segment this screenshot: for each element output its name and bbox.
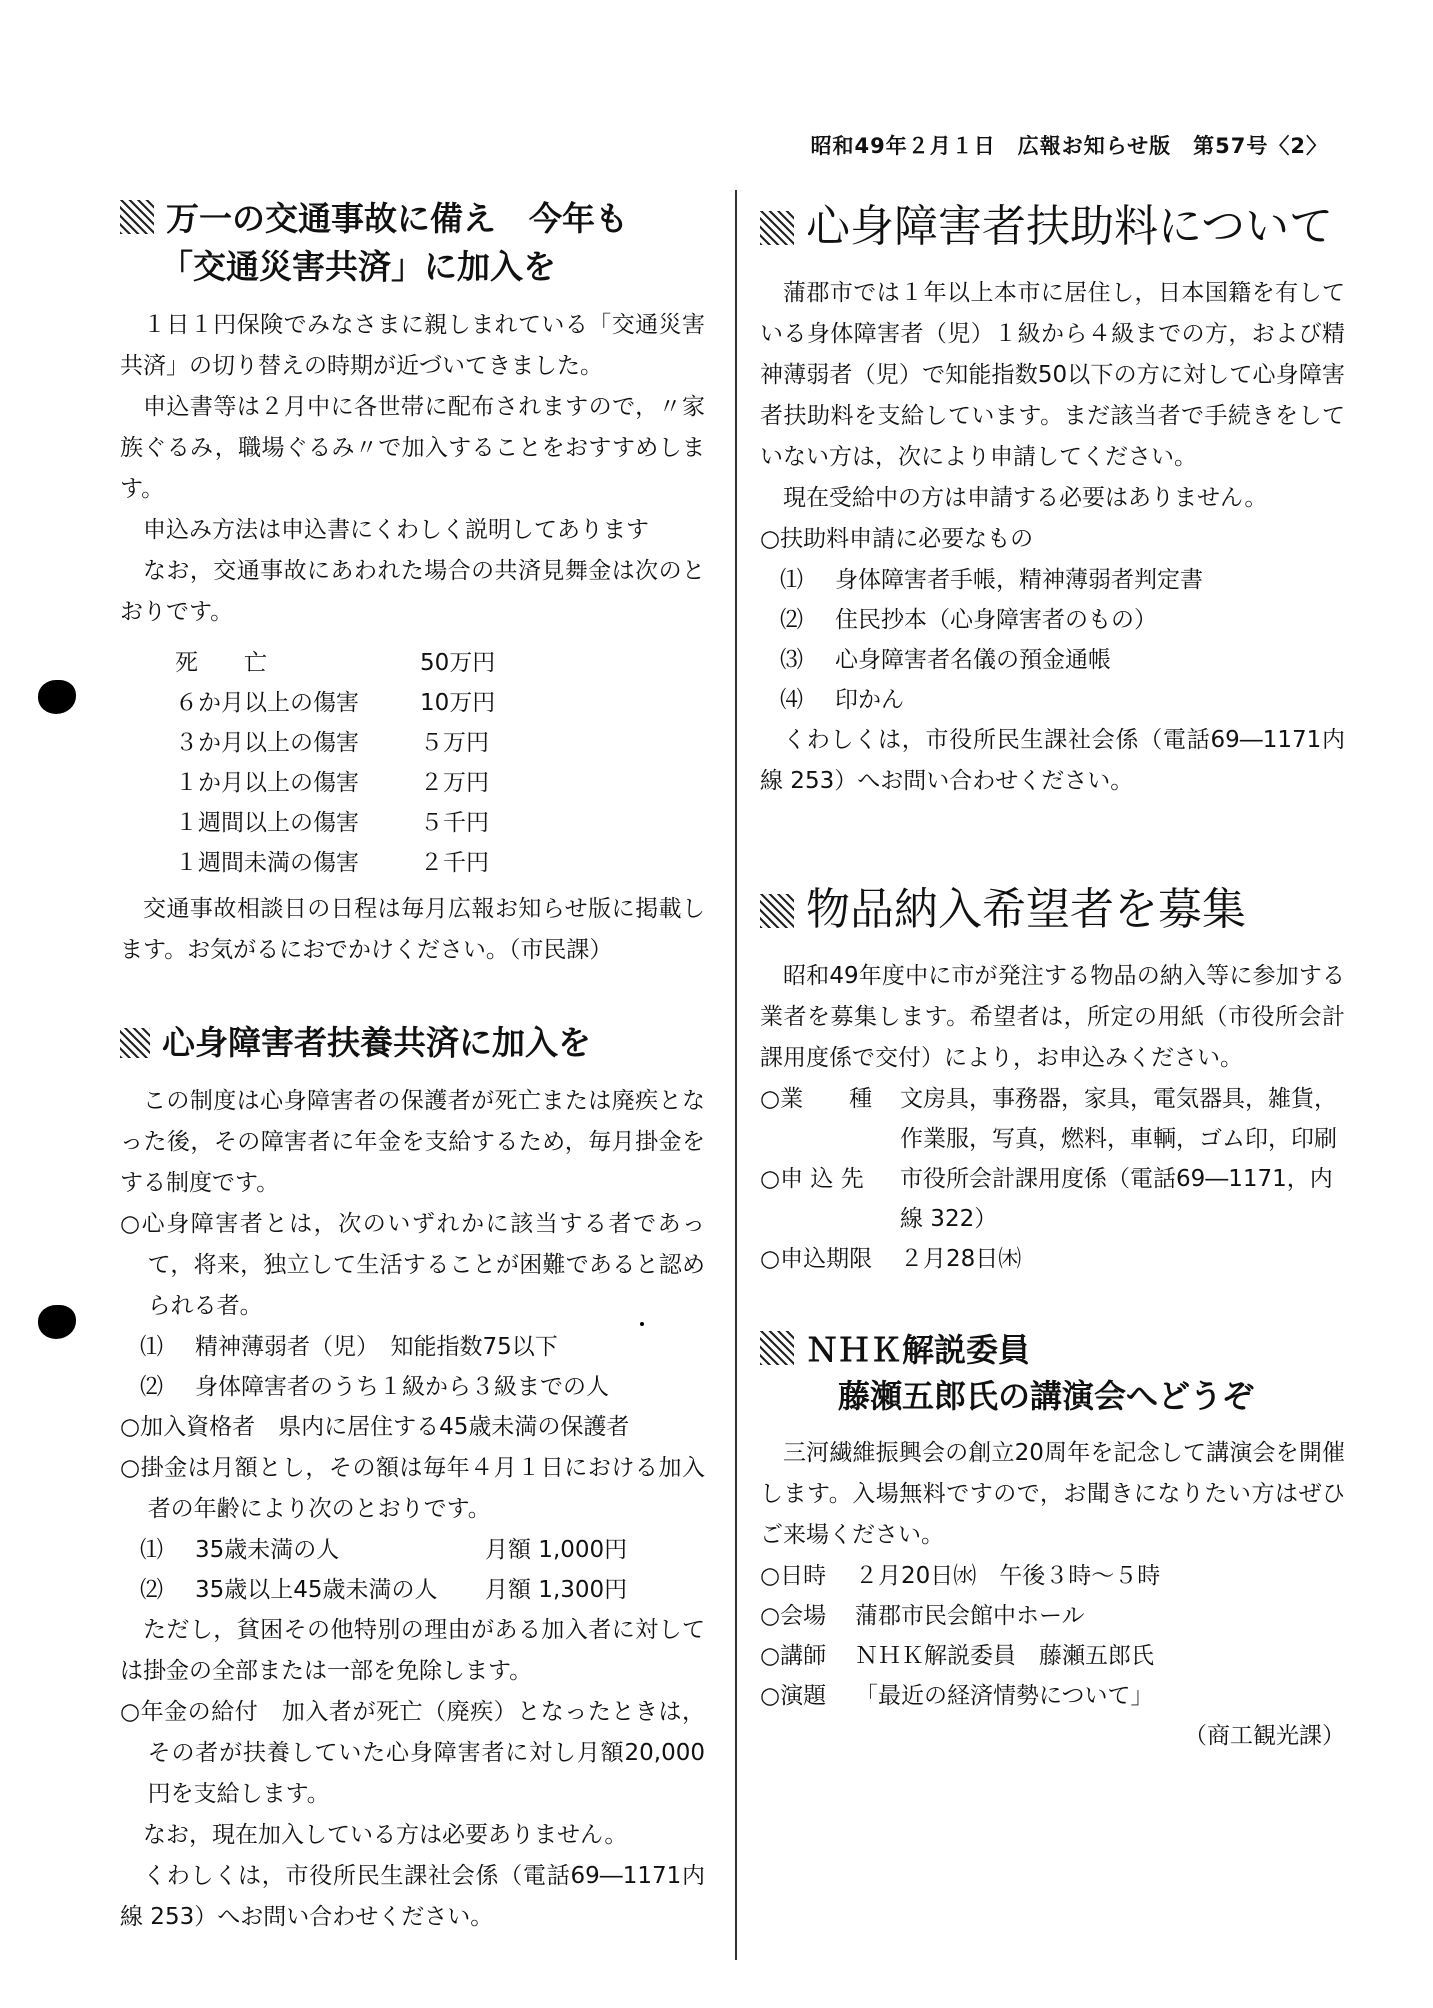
hatch-mark-icon	[120, 1028, 150, 1058]
info-field: ○日時 ２月20日㈬ 午後３時～５時	[760, 1563, 1161, 1590]
info-field: ○申込期限 ２月28日㈭	[760, 1245, 1022, 1272]
paragraph: ただし，貧困その他特別の理由がある加入者に対しては掛金の全部または一部を免除します。	[120, 1616, 705, 1684]
page-header: 昭和49年２月１日 広報お知らせ版 第57号〈2〉	[810, 134, 1328, 158]
hatch-mark-icon	[760, 1331, 794, 1365]
info-field: ○申 込 先 市役所会計課用度係（電話69―1171，内線 322）	[760, 1165, 1333, 1232]
info-field: ○講師 ＮＨＫ解説委員 藤瀬五郎氏	[760, 1643, 1154, 1670]
supplier-recruitment-article	[760, 878, 1345, 1279]
paragraph: なお，交通事故にあわれた場合の共済見舞金は次のとおりです。	[120, 557, 705, 625]
paragraph: 申込書等は２月中に各世帯に配布されますので，〃家族ぐるみ，職場ぐるみ〃で加入することをおすすめします。	[120, 393, 705, 502]
left-column	[120, 195, 705, 1938]
article-title: 心身障害者扶養共済に加入を	[120, 1019, 705, 1067]
article-title: 心身障害者扶助料について	[760, 195, 1345, 259]
paragraph: この制度は心身障害者の保護者が死亡または廃疾となった後，その障害者に年金を支給するため，毎月掛金をする制度です。	[120, 1087, 705, 1196]
paragraph: 申込み方法は申込書にくわしく説明してあります	[143, 516, 649, 543]
paragraph: ○加入資格者 県内に居住する45歳未満の保護者	[120, 1413, 630, 1440]
list-item: ⑶ 心身障害者名儀の預金通帳	[780, 646, 1111, 673]
table-row: １か月以上の傷害 ２万円	[175, 769, 489, 796]
info-field: ○業 種 文房具，事務器，家具，電気器具，雑貨，作業服，写真，燃料，車輌，ゴム印，印刷	[760, 1085, 1337, 1152]
fee-row: ⑴ 35歳未満の人 月額 1,000円	[140, 1536, 628, 1563]
paragraph: ○年金の給付 加入者が死亡（廃疾）となったときは，その者が扶養していた心身障害者に対し月額20,000円を支給します。	[120, 1698, 705, 1807]
table-row: 死 亡 50万円	[175, 649, 496, 676]
paragraph: なお，現在加入している方は必要ありません。	[143, 1821, 628, 1848]
hatch-mark-icon	[760, 894, 794, 928]
list-item: ⑵ 身体障害者のうち１級から３級までの人	[140, 1373, 609, 1400]
paragraph: 蒲郡市では１年以上本市に居住し，日本国籍を有している身体障害者（児）１級から４級までの方，および精神薄弱者（児）で知能指数50以下の方に対して心身障害者扶助料を支給しています。まだ該当者で手続きをしていない方は，次により申請してください。	[760, 279, 1345, 470]
paragraph: １日１円保険でみなさまに親しまれている「交通災害共済」の切り替えの時期が近づいてきました。	[120, 311, 705, 379]
lecture-article	[760, 1327, 1345, 1757]
article-title: 「交通災害共済」に加入を	[160, 246, 556, 286]
article-title: 万一の交通事故に備え 今年も	[120, 195, 705, 243]
ink-blot	[38, 1305, 76, 1339]
table-row: １週間以上の傷害 ５千円	[175, 809, 489, 836]
list-item: ⑴ 身体障害者手帳，精神薄弱者判定書	[780, 566, 1203, 593]
paragraph: 現在受給中の方は申請する必要はありません。	[783, 484, 1268, 511]
paragraph: ○心身障害者とは，次のいずれかに該当する者であって，将来，独立して生活することが困難であると認められる者。	[120, 1210, 705, 1319]
info-field: ○演題 「最近の経済情勢について」	[760, 1683, 1154, 1710]
article-title: ＮＨＫ解説委員	[760, 1327, 1345, 1373]
paragraph: くわしくは，市役所民生課社会係（電話69―1171内線 253）へお問い合わせください。	[120, 1862, 705, 1930]
paragraph: 昭和49年度中に市が発注する物品の納入等に参加する業者を募集します。希望者は，所定の用紙（市役所会計課用度係で交付）により，お申込みください。	[760, 962, 1345, 1071]
paragraph: ○掛金は月額とし，その額は毎年４月１日における加入者の年齢により次のとおりです。	[120, 1454, 705, 1522]
list-item: ⑴ 精神薄弱者（児） 知能指数75以下	[140, 1333, 558, 1360]
table-row: ３か月以上の傷害 ５万円	[175, 729, 489, 756]
list-item: ⑷ 印かん	[780, 686, 904, 713]
article-title: 物品納入希望者を募集	[760, 878, 1345, 942]
paragraph: 交通事故相談日の日程は毎月広報お知らせ版に掲載します。お気がるにおでかけください。（市民課）	[120, 895, 705, 963]
table-row: １週間未満の傷害 ２千円	[175, 849, 489, 876]
benefit-table	[120, 643, 705, 883]
department-note: （商工観光課）	[1184, 1723, 1345, 1750]
traffic-insurance-article	[120, 195, 705, 971]
paragraph: くわしくは，市役所民生課社会係（電話69―1171内線 253）へお問い合わせください。	[760, 726, 1345, 794]
right-column	[760, 195, 1345, 1756]
article-title: 藤瀬五郎氏の講演会へどうぞ	[838, 1376, 1255, 1415]
fee-row: ⑵ 35歳以上45歳未満の人 月額 1,300円	[140, 1576, 628, 1603]
disability-allowance-article	[760, 195, 1345, 802]
column-divider	[735, 190, 737, 1960]
table-row: ６か月以上の傷害 10万円	[175, 689, 496, 716]
paragraph: ○扶助料申請に必要なもの	[760, 525, 1034, 552]
disability-mutual-aid-article	[120, 1019, 705, 1938]
hatch-mark-icon	[120, 200, 154, 234]
ink-blot	[38, 680, 76, 714]
info-field: ○会場 蒲郡市民会館中ホール	[760, 1603, 1085, 1630]
hatch-mark-icon	[760, 211, 794, 245]
list-item: ⑵ 住民抄本（心身障害者のもの）	[780, 606, 1157, 633]
paragraph: 三河繊維振興会の創立20周年を記念して講演会を開催します。入場無料ですので，お聞きになりたい方はぜひご来場ください。	[760, 1440, 1345, 1549]
